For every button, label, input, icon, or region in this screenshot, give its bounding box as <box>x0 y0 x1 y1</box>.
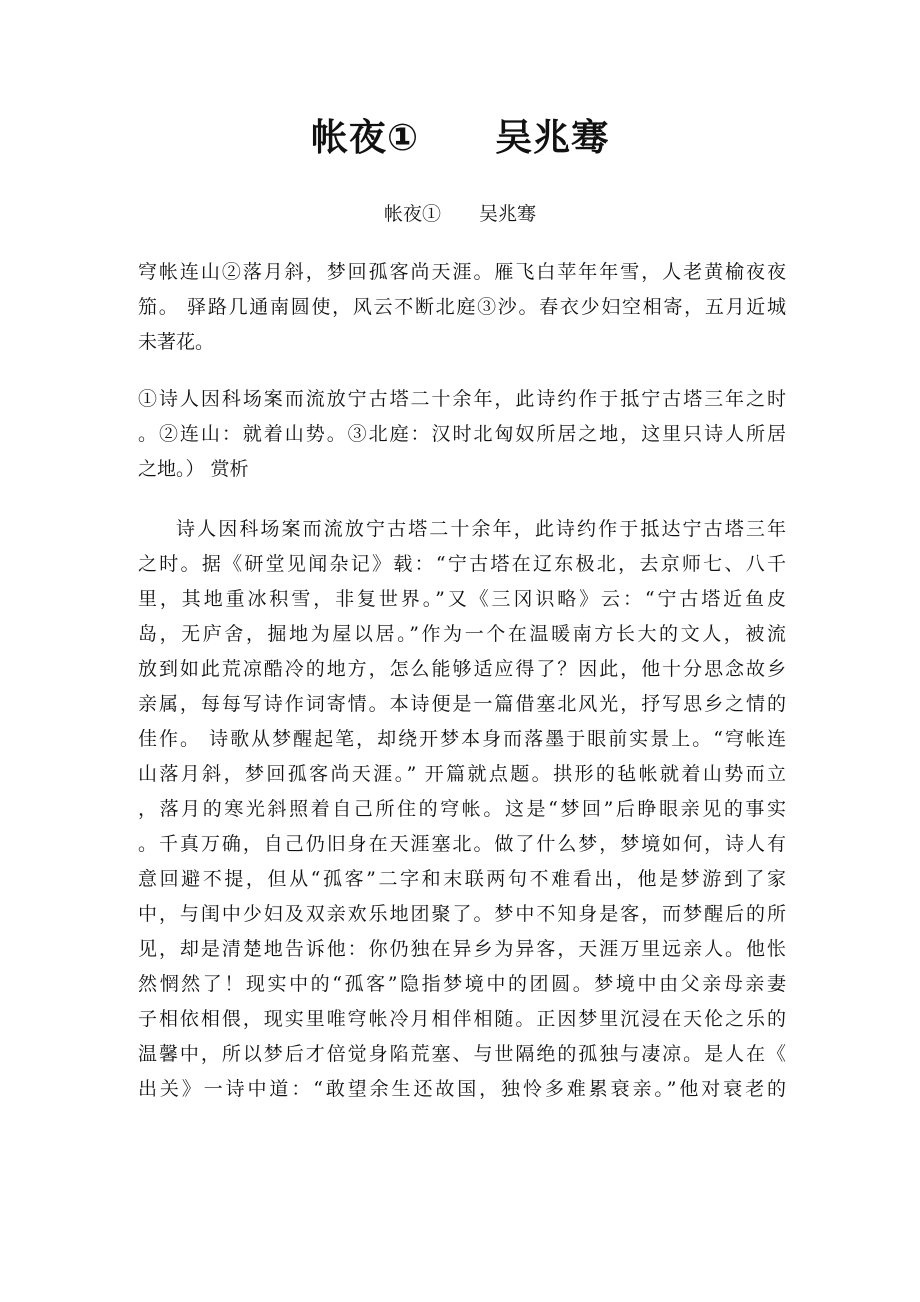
analysis-line: 温馨中，所以梦后才倍觉身陷荒塞、与世隔绝的孤独与凄凉。是人在《 <box>138 1043 786 1065</box>
note-line: 。②连山：就着山势。③北庭：汉时北匈奴所居之地，这里只诗人所居 <box>138 423 786 445</box>
analysis-line: 里，其地重冰积雪，非复世界。”又《三冈识略》云：“宁古塔近鱼皮 <box>138 588 786 610</box>
note-line: 之地。） 赏析 <box>138 458 249 480</box>
analysis-line: 子相依相偎，现实里唯穹帐冷月相伴相随。正因梦里沉浸在天伦之乐的 <box>138 1008 786 1030</box>
analysis-line: 出关》一诗中道：“敢望余生还故国，独怜多难累衰亲。”他对衰老的 <box>138 1078 786 1100</box>
analysis-line: 山落月斜，梦回孤客尚天涯。” 开篇就点题。拱形的毡帐就着山势而立 <box>138 763 786 785</box>
notes-paragraph <box>138 382 786 487</box>
poem-line: 未著花。 <box>138 331 215 353</box>
analysis-line: 岛，无庐舍，掘地为屋以居。”作为一个在温暖南方长大的文人，被流 <box>138 623 786 645</box>
analysis-line: 亲属，每每写诗作词寄情。本诗便是一篇借塞北风光，抒写思乡之情的 <box>138 693 786 715</box>
analysis-line: 诗人因科场案而流放宁古塔二十余年，此诗约作于抵达宁古塔三年 <box>176 518 786 540</box>
note-line: ①诗人因科场案而流放宁古塔二十余年，此诗约作于抵宁古塔三年之时 <box>138 388 786 410</box>
poem-text <box>138 255 786 360</box>
analysis-line: 中，与闺中少妇及双亲欢乐地团聚了。梦中不知身是客，而梦醒后的所 <box>138 903 786 925</box>
analysis-paragraph <box>138 512 786 1107</box>
analysis-line: 意回避不提，但从“孤客”二字和末联两句不难看出，他是梦游到了家 <box>138 868 786 890</box>
poem-heading: 帐夜① 吴兆骞 <box>383 203 536 225</box>
analysis-line: 见，却是清楚地告诉他：你仍独在异乡为异客，天涯万里远亲人。他怅 <box>138 938 786 960</box>
page-title: 帐夜① 吴兆骞 <box>310 116 610 159</box>
analysis-line: 。千真万确，自己仍旧身在天涯塞北。做了什么梦，梦境如何，诗人有 <box>138 833 786 855</box>
poem-line: 穹帐连山②落月斜，梦回孤客尚天涯。雁飞白苹年年雪，人老黄榆夜夜 <box>138 261 786 283</box>
analysis-line: ，落月的寒光斜照着自己所住的穹帐。这是“梦回”后睁眼亲见的事实 <box>138 798 786 820</box>
poem-line: 笳。 驿路几通南圆使，风云不断北庭③沙。春衣少妇空相寄，五月近城 <box>138 296 786 318</box>
analysis-line: 佳作。 诗歌从梦醒起笔，却绕开梦本身而落墨于眼前实景上。“穹帐连 <box>138 728 786 750</box>
analysis-line: 之时。据《研堂见闻杂记》载：“宁古塔在辽东极北，去京师七、八千 <box>138 553 786 575</box>
analysis-line: 然惘然了！现实中的“孤客”隐指梦境中的团圆。梦境中由父亲母亲妻 <box>138 973 786 995</box>
analysis-line: 放到如此荒凉酷冷的地方，怎么能够适应得了？因此，他十分思念故乡 <box>138 658 786 680</box>
